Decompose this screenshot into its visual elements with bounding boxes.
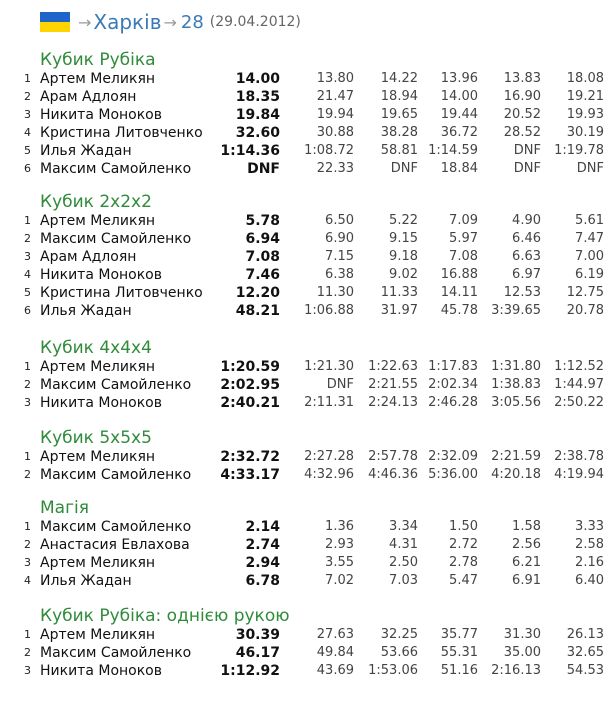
attempt-time-2: 38.28: [380, 125, 418, 140]
event-title: Кубик Рубіка: [40, 50, 156, 70]
attempt-time-2: 2:24.13: [368, 395, 418, 410]
event-title: Кубик 5x5x5: [40, 428, 152, 448]
attempt-time-1: 27.63: [316, 627, 354, 642]
attempt-time-1: 3.55: [325, 555, 354, 570]
competitor-name: Илья Жадан: [40, 573, 132, 589]
attempt-time-3: 18.84: [440, 161, 478, 176]
ukraine-flag-icon: [40, 12, 70, 32]
result-row: [0, 124, 610, 142]
place-number: 3: [24, 556, 31, 569]
competitor-name: Никита Моноков: [40, 395, 163, 411]
competitor-name: Никита Моноков: [40, 267, 163, 283]
attempt-time-5: 20.78: [566, 303, 604, 318]
attempt-time-4: 6.91: [512, 573, 541, 588]
best-result: 1:20.59: [220, 359, 280, 375]
attempt-time-4: 3:39.65: [491, 303, 541, 318]
attempt-time-1: 4:32.96: [304, 467, 354, 482]
attempt-time-4: 16.90: [503, 89, 541, 104]
attempt-time-1: 1:08.72: [304, 143, 354, 158]
place-number: 4: [24, 268, 31, 281]
attempt-time-1: 22.33: [316, 161, 354, 176]
attempt-time-5: 1:12.52: [554, 359, 604, 374]
attempt-time-4: 4.90: [512, 213, 541, 228]
attempt-time-1: 30.88: [316, 125, 354, 140]
event-title: Магія: [40, 498, 89, 518]
attempt-time-1: 49.84: [316, 645, 354, 660]
attempt-time-5: 30.19: [566, 125, 604, 140]
attempt-time-4: 31.30: [503, 627, 541, 642]
attempt-time-4: DNF: [513, 143, 541, 158]
place-number: 2: [24, 646, 31, 659]
best-result: 1:14.36: [220, 143, 280, 159]
competitor-name: Максим Самойленко: [40, 519, 192, 535]
place-number: 3: [24, 250, 31, 263]
attempt-time-5: 2.58: [575, 537, 604, 552]
attempt-time-5: 7.00: [575, 249, 604, 264]
place-number: 1: [24, 520, 31, 533]
attempt-time-1: 2:27.28: [304, 449, 354, 464]
attempt-time-5: 6.40: [575, 573, 604, 588]
attempt-time-2: 2:57.78: [368, 449, 418, 464]
best-result: 32.60: [235, 125, 280, 141]
attempt-time-1: 2:11.31: [304, 395, 354, 410]
attempt-time-4: 1:31.80: [491, 359, 541, 374]
result-row: [0, 70, 610, 88]
best-result: 48.21: [235, 303, 280, 319]
attempt-time-3: 45.78: [440, 303, 478, 318]
result-row: [0, 302, 610, 320]
attempt-time-5: 5.61: [575, 213, 604, 228]
result-row: [0, 358, 610, 376]
attempt-time-2: 2:21.55: [368, 377, 418, 392]
result-row: [0, 266, 610, 284]
attempt-time-1: 21.47: [316, 89, 354, 104]
attempt-time-3: 1:17.83: [428, 359, 478, 374]
attempt-time-2: 9.18: [389, 249, 418, 264]
attempt-time-5: 18.08: [566, 71, 604, 86]
result-row: [0, 160, 610, 178]
attempt-time-4: 13.83: [503, 71, 541, 86]
competitor-name: Илья Жадан: [40, 143, 132, 159]
attempt-time-1: 2.93: [325, 537, 354, 552]
best-result: 46.17: [235, 645, 280, 661]
result-row: [0, 572, 610, 590]
attempt-time-1: 43.69: [316, 663, 354, 678]
attempt-time-2: 7.03: [389, 573, 418, 588]
competitor-name: Никита Моноков: [40, 663, 163, 679]
competitor-name: Арам Адлоян: [40, 89, 137, 105]
result-row: [0, 662, 610, 680]
best-result: 5.78: [245, 213, 280, 229]
attempt-time-3: 13.96: [440, 71, 478, 86]
competitor-name: Максим Самойленко: [40, 377, 192, 393]
attempt-time-4: 4:20.18: [491, 467, 541, 482]
competition-date: (29.04.2012): [209, 14, 301, 30]
place-number: 3: [24, 664, 31, 677]
best-result: 2:32.72: [220, 449, 280, 465]
attempt-time-3: 7.09: [449, 213, 478, 228]
event-title: Кубик 2x2x2: [40, 192, 152, 212]
attempt-time-2: 9.15: [389, 231, 418, 246]
best-result: 4:33.17: [220, 467, 280, 483]
attempt-time-3: 5.47: [449, 573, 478, 588]
attempt-time-1: 7.02: [325, 573, 354, 588]
result-row: [0, 554, 610, 572]
place-number: 1: [24, 628, 31, 641]
attempt-time-5: DNF: [576, 161, 604, 176]
event-title: Кубик Рубіка: однією рукою: [40, 606, 290, 626]
breadcrumb-arrow-icon: →: [78, 12, 92, 32]
attempt-time-2: 5.22: [389, 213, 418, 228]
best-result: 2.94: [245, 555, 280, 571]
attempt-time-3: 5:36.00: [428, 467, 478, 482]
place-number: 1: [24, 450, 31, 463]
attempt-time-2: 4:46.36: [368, 467, 418, 482]
competitor-name: Максим Самойленко: [40, 161, 192, 177]
attempt-time-2: 11.33: [380, 285, 418, 300]
attempt-time-1: 19.94: [316, 107, 354, 122]
place-number: 4: [24, 574, 31, 587]
attempt-time-2: 53.66: [380, 645, 418, 660]
attempt-time-5: 1:19.78: [554, 143, 604, 158]
attempt-time-2: DNF: [390, 161, 418, 176]
competitor-name: Артем Меликян: [40, 449, 156, 465]
result-row: [0, 230, 610, 248]
attempt-time-5: 32.65: [566, 645, 604, 660]
attempt-time-4: 20.52: [503, 107, 541, 122]
attempt-time-5: 6.19: [575, 267, 604, 282]
attempt-time-1: 6.90: [325, 231, 354, 246]
result-row: [0, 644, 610, 662]
attempt-time-4: 12.53: [503, 285, 541, 300]
attempt-time-2: 58.81: [380, 143, 418, 158]
attempt-time-3: 16.88: [440, 267, 478, 282]
place-number: 6: [24, 162, 31, 175]
place-number: 2: [24, 378, 31, 391]
attempt-time-3: 1.50: [449, 519, 478, 534]
attempt-time-4: 3:05.56: [491, 395, 541, 410]
attempt-time-4: 2.56: [512, 537, 541, 552]
attempt-time-3: 7.08: [449, 249, 478, 264]
best-result: 12.20: [235, 285, 280, 301]
place-number: 1: [24, 360, 31, 373]
attempt-time-5: 3.33: [575, 519, 604, 534]
attempt-time-1: 6.38: [325, 267, 354, 282]
result-row: [0, 626, 610, 644]
attempt-time-2: 3.34: [389, 519, 418, 534]
result-row: [0, 376, 610, 394]
result-row: [0, 142, 610, 160]
attempt-time-3: 35.77: [440, 627, 478, 642]
attempt-time-4: 28.52: [503, 125, 541, 140]
result-row: [0, 284, 610, 302]
attempt-time-5: 4:19.94: [554, 467, 604, 482]
best-result: 7.46: [245, 267, 280, 283]
attempt-time-3: 1:14.59: [428, 143, 478, 158]
breadcrumb-arrow-icon-2: →: [163, 12, 177, 32]
attempt-time-3: 14.00: [440, 89, 478, 104]
competitor-name: Никита Моноков: [40, 107, 163, 123]
attempt-time-5: 2:38.78: [554, 449, 604, 464]
place-number: 2: [24, 538, 31, 551]
attempt-time-3: 55.31: [440, 645, 478, 660]
attempt-time-4: 2:16.13: [491, 663, 541, 678]
attempt-time-4: 6.97: [512, 267, 541, 282]
result-row: [0, 88, 610, 106]
best-result: 2:40.21: [220, 395, 280, 411]
attempt-time-2: 9.02: [389, 267, 418, 282]
attempt-time-2: 1:53.06: [368, 663, 418, 678]
attempt-time-5: 2:50.22: [554, 395, 604, 410]
attempt-time-1: 6.50: [325, 213, 354, 228]
result-row: [0, 394, 610, 412]
best-result: 19.84: [235, 107, 280, 123]
place-number: 4: [24, 126, 31, 139]
result-row: [0, 212, 610, 230]
attempt-time-2: 2.50: [389, 555, 418, 570]
attempt-time-2: 18.94: [380, 89, 418, 104]
attempt-time-1: 1:21.30: [304, 359, 354, 374]
competition-number-link[interactable]: 28: [180, 11, 204, 33]
place-number: 5: [24, 144, 31, 157]
result-row: [0, 448, 610, 466]
place-number: 1: [24, 72, 31, 85]
competitor-name: Артем Меликян: [40, 627, 156, 643]
competitor-name: Артем Меликян: [40, 71, 156, 87]
best-result: 18.35: [235, 89, 280, 105]
best-result: 30.39: [235, 627, 280, 643]
attempt-time-5: 2.16: [575, 555, 604, 570]
result-row: [0, 466, 610, 484]
best-result: 14.00: [235, 71, 280, 87]
attempt-time-4: 35.00: [503, 645, 541, 660]
attempt-time-1: DNF: [326, 377, 354, 392]
attempt-time-3: 2:46.28: [428, 395, 478, 410]
attempt-time-5: 19.93: [566, 107, 604, 122]
attempt-time-5: 19.21: [566, 89, 604, 104]
best-result: 2:02.95: [220, 377, 280, 393]
attempt-time-4: 1.58: [512, 519, 541, 534]
attempt-time-3: 2:02.34: [428, 377, 478, 392]
attempt-time-3: 2:32.09: [428, 449, 478, 464]
attempt-time-3: 2.72: [449, 537, 478, 552]
best-result: 6.78: [245, 573, 280, 589]
best-result: 6.94: [245, 231, 280, 247]
attempt-time-3: 51.16: [440, 663, 478, 678]
result-row: [0, 106, 610, 124]
best-result: 1:12.92: [220, 663, 280, 679]
attempt-time-3: 5.97: [449, 231, 478, 246]
competitor-name: Артем Меликян: [40, 213, 156, 229]
attempt-time-4: DNF: [513, 161, 541, 176]
attempt-time-5: 26.13: [566, 627, 604, 642]
attempt-time-5: 54.53: [566, 663, 604, 678]
best-result: 2.74: [245, 537, 280, 553]
competitor-name: Артем Меликян: [40, 359, 156, 375]
competitor-name: Артем Меликян: [40, 555, 156, 571]
attempt-time-4: 2:21.59: [491, 449, 541, 464]
attempt-time-3: 14.11: [440, 285, 478, 300]
competitor-name: Илья Жадан: [40, 303, 132, 319]
attempt-time-5: 1:44.97: [554, 377, 604, 392]
competitor-name: Кристина Литовченко: [40, 285, 203, 301]
attempt-time-3: 2.78: [449, 555, 478, 570]
attempt-time-2: 19.65: [380, 107, 418, 122]
place-number: 2: [24, 232, 31, 245]
competitor-name: Максим Самойленко: [40, 467, 192, 483]
competitor-name: Максим Самойленко: [40, 231, 192, 247]
competitor-name: Максим Самойленко: [40, 645, 192, 661]
attempt-time-1: 1.36: [325, 519, 354, 534]
competitor-name: Арам Адлоян: [40, 249, 137, 265]
best-result: 2.14: [245, 519, 280, 535]
attempt-time-2: 14.22: [380, 71, 418, 86]
place-number: 2: [24, 90, 31, 103]
attempt-time-3: 19.44: [440, 107, 478, 122]
attempt-time-1: 1:06.88: [304, 303, 354, 318]
attempt-time-2: 4.31: [389, 537, 418, 552]
attempt-time-5: 7.47: [575, 231, 604, 246]
place-number: 5: [24, 286, 31, 299]
attempt-time-3: 36.72: [440, 125, 478, 140]
result-row: [0, 248, 610, 266]
attempt-time-2: 1:22.63: [368, 359, 418, 374]
attempt-time-5: 12.75: [566, 285, 604, 300]
best-result: DNF: [247, 161, 280, 177]
competitor-name: Кристина Литовченко: [40, 125, 203, 141]
city-link[interactable]: Харків: [93, 10, 162, 34]
attempt-time-1: 11.30: [316, 285, 354, 300]
competitor-name: Анастасия Евлахова: [40, 537, 190, 553]
attempt-time-4: 1:38.83: [491, 377, 541, 392]
attempt-time-1: 7.15: [325, 249, 354, 264]
place-number: 1: [24, 214, 31, 227]
attempt-time-1: 13.80: [316, 71, 354, 86]
page-header: [40, 9, 301, 35]
best-result: 7.08: [245, 249, 280, 265]
place-number: 3: [24, 396, 31, 409]
place-number: 2: [24, 468, 31, 481]
result-row: [0, 518, 610, 536]
place-number: 3: [24, 108, 31, 121]
result-row: [0, 536, 610, 554]
attempt-time-2: 32.25: [380, 627, 418, 642]
event-title: Кубик 4x4x4: [40, 338, 152, 358]
attempt-time-2: 31.97: [380, 303, 418, 318]
attempt-time-4: 6.21: [512, 555, 541, 570]
attempt-time-4: 6.63: [512, 249, 541, 264]
place-number: 6: [24, 304, 31, 317]
attempt-time-4: 6.46: [512, 231, 541, 246]
